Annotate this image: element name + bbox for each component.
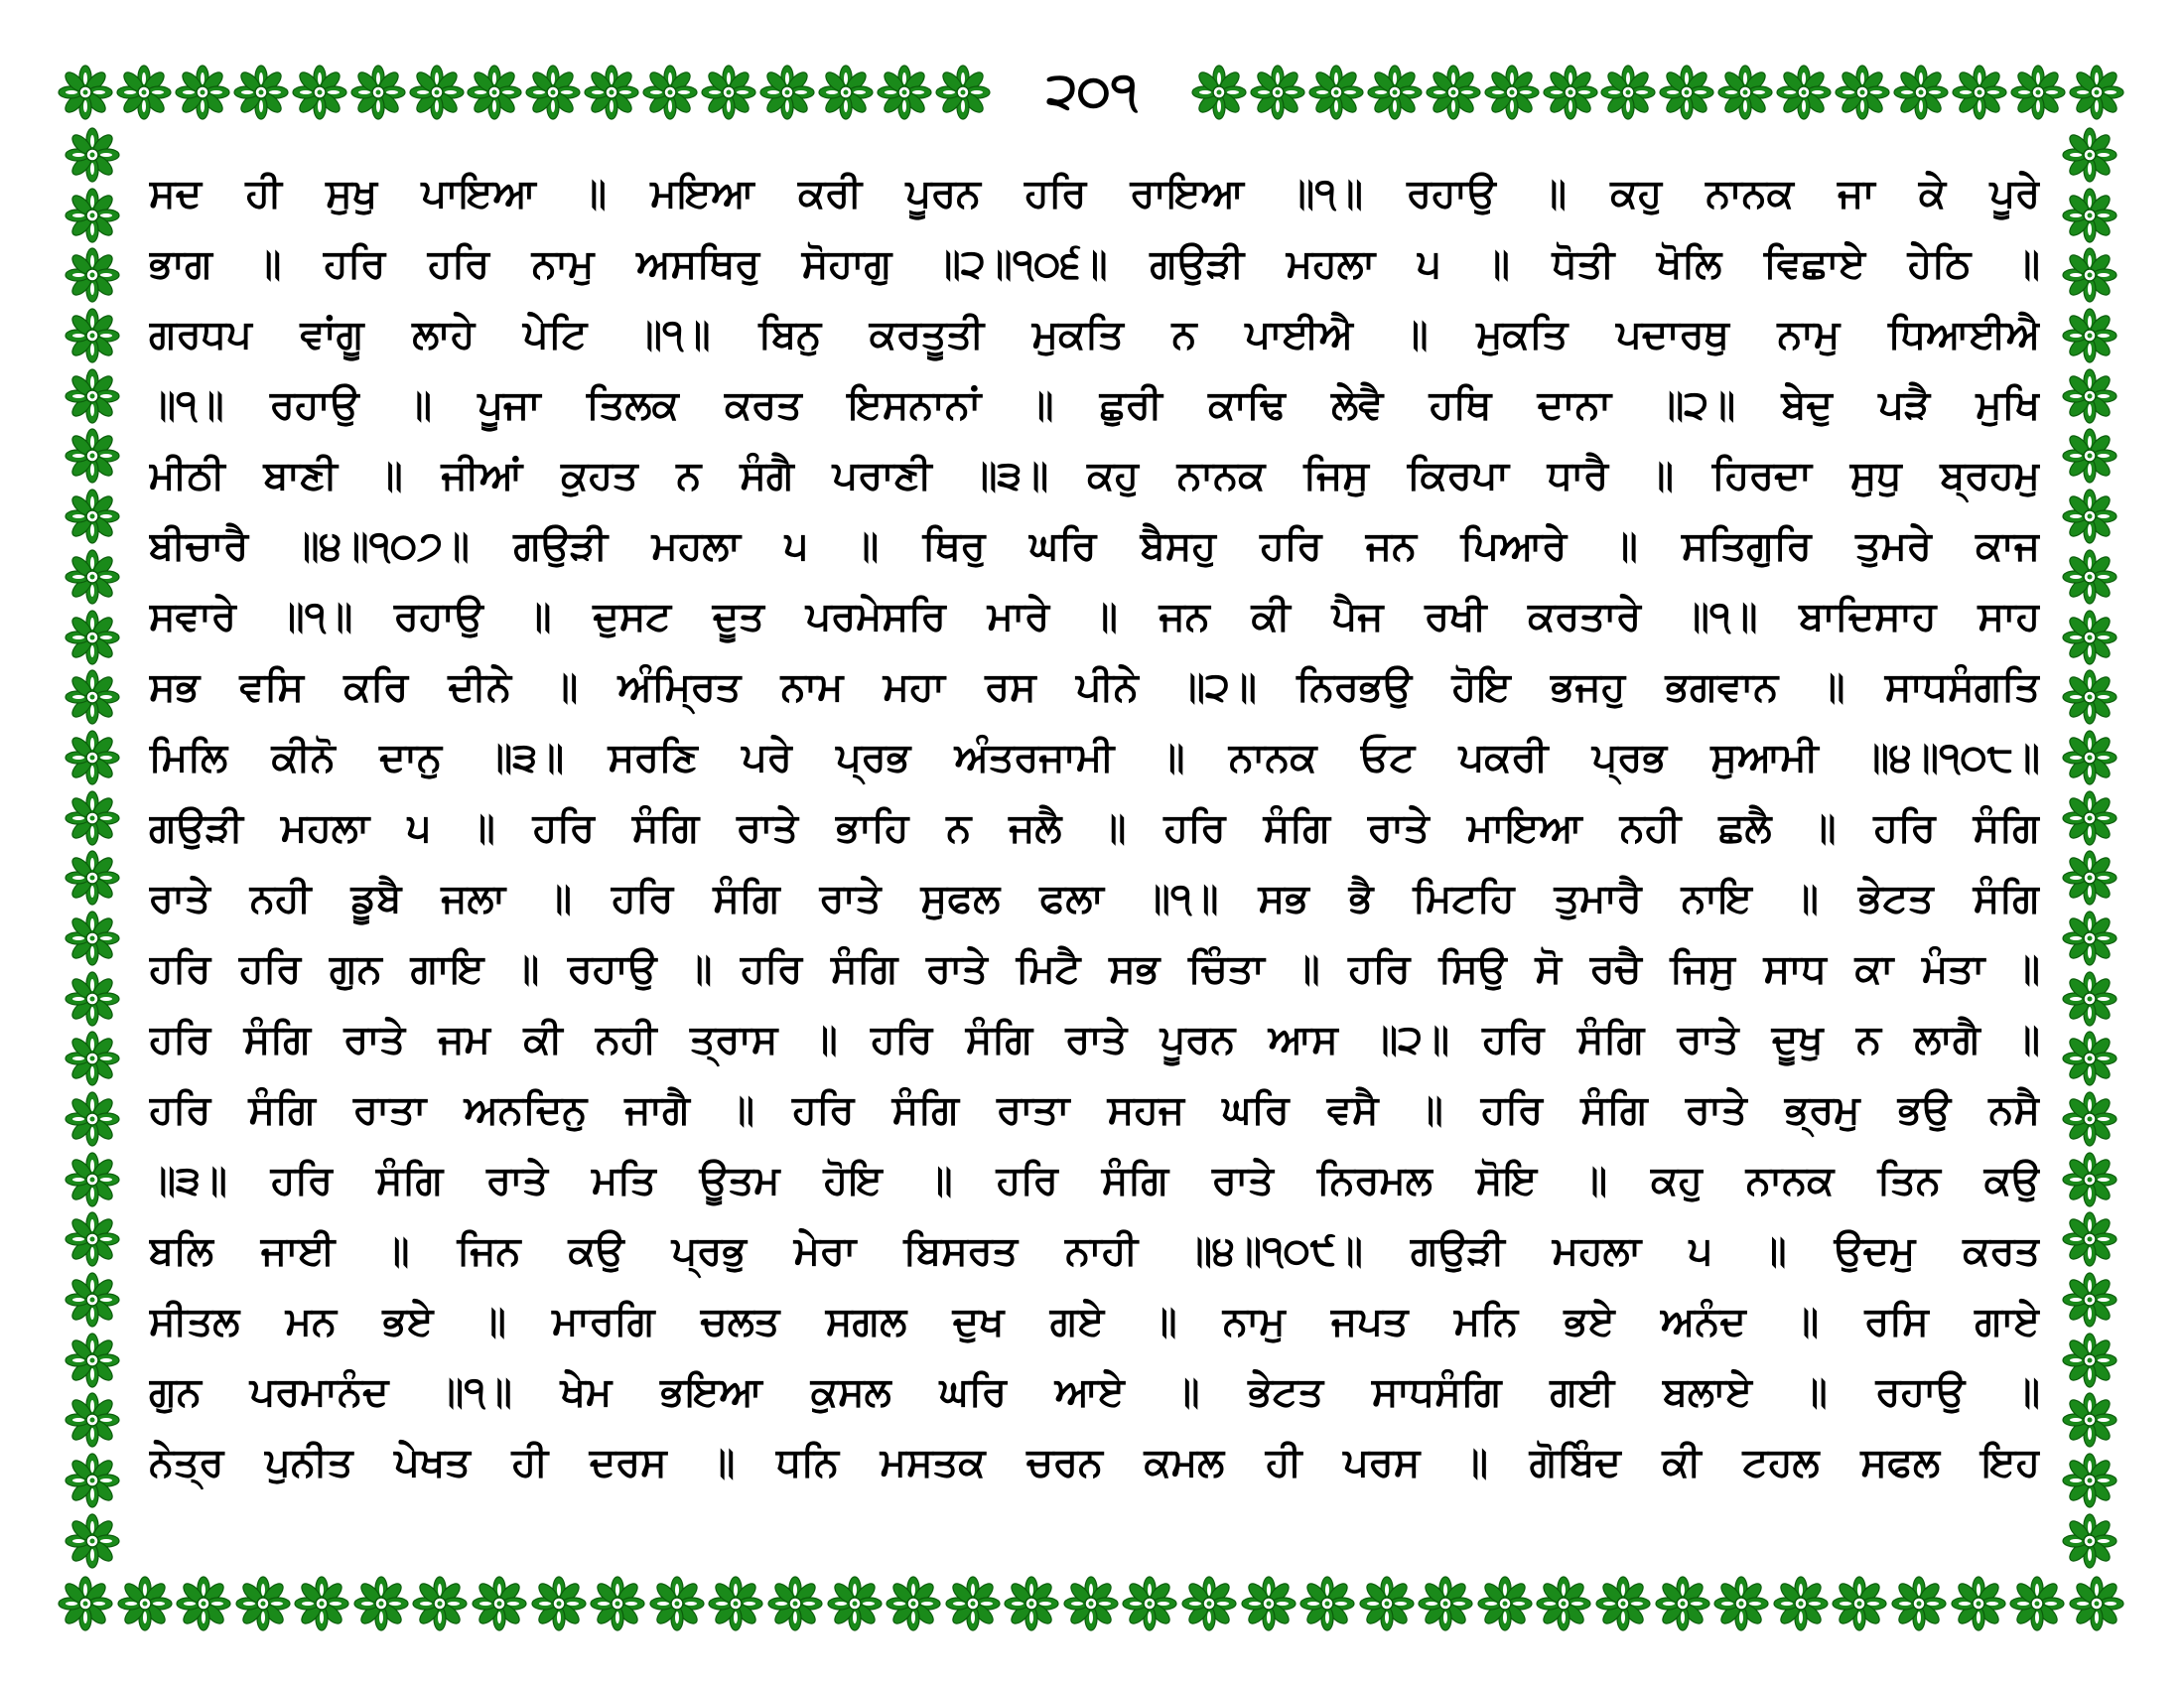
- green-flower-icon: [767, 1576, 823, 1631]
- green-flower-icon: [649, 1576, 705, 1631]
- green-flower-icon: [65, 911, 120, 966]
- green-flower-icon: [1891, 1576, 1947, 1631]
- green-flower-icon: [350, 65, 406, 120]
- green-flower-icon: [2062, 428, 2117, 484]
- green-flower-icon: [2062, 669, 2117, 725]
- green-flower-icon: [1595, 1576, 1651, 1631]
- green-flower-icon: [65, 1091, 120, 1147]
- green-flower-icon: [2062, 308, 2117, 363]
- green-flower-icon: [65, 308, 120, 363]
- green-flower-icon: [531, 1576, 587, 1631]
- green-flower-icon: [65, 1513, 120, 1569]
- green-flower-icon: [1951, 1576, 2006, 1631]
- green-flower-icon: [584, 65, 639, 120]
- green-flower-icon: [65, 971, 120, 1027]
- green-flower-icon: [2062, 1513, 2117, 1569]
- green-flower-icon: [1418, 1576, 1473, 1631]
- green-flower-icon: [412, 1576, 468, 1631]
- border-top-right: [1191, 58, 2124, 127]
- text-line: ਸਦ ਹੀ ਸੁਖੁ ਪਾਇਆ ॥ ਮਇਆ ਕਰੀ ਪੂਰਨ ਹਰਿ ਰਾਇਆ ॥੧॥ ਰਹਾਉ ॥ ਕਹੁ ਨਾਨਕ ਜਾ ਕੇ ਪੂਰੇ: [149, 171, 2040, 216]
- text-line: ਮੀਠੀ ਬਾਣੀ ॥ ਜੀਆਂ ਕੁਹਤ ਨ ਸੰਗੈ ਪਰਾਣੀ ॥੩॥ ਕਹੁ ਨਾਨਕ ਜਿਸੁ ਕਿਰਪਾ ਧਾਰੈ ॥ ਹਿਰਦਾ ਸੁਧੁ ਬ੍ਰਹਮੁ: [149, 453, 2040, 498]
- text-line: ਨੇਤ੍ਰ ਪੁਨੀਤ ਪੇਖਤ ਹੀ ਦਰਸ ॥ ਧਨਿ ਮਸਤਕ ਚਰਨ ਕਮਲ ਹੀ ਪਰਸ ॥ ਗੋਬਿੰਦ ਕੀ ਟਹਲ ਸਫਲ ਇਹ: [149, 1440, 2040, 1485]
- text-line: ਸੀਤਲ ਮਨ ਭਏ ॥ ਮਾਰਗਿ ਚਲਤ ਸਗਲ ਦੁਖ ਗਏ ॥ ਨਾਮੁ ਜਪਤ ਮਨਿ ਭਏ ਅਨੰਦ ॥ ਰਸਿ ਗਾਏ: [149, 1299, 2040, 1344]
- green-flower-icon: [1063, 1576, 1119, 1631]
- green-flower-icon: [292, 65, 347, 120]
- text-line: [149, 1498, 2040, 1569]
- text-line: ਹਰਿ ਹਰਿ ਗੁਨ ਗਾਇ ॥ ਰਹਾਉ ॥ ਹਰਿ ਸੰਗਿ ਰਾਤੇ ਮਿਟੈ ਸਭ ਚਿੰਤਾ ॥ ਹਰਿ ਸਿਉ ਸੋ ਰਚੈ ਜਿਸੁ ਸਾਧ ਕਾ ਮੰਤਾ ॥: [149, 946, 2040, 992]
- green-flower-icon: [1655, 1576, 1710, 1631]
- green-flower-icon: [65, 610, 120, 665]
- green-flower-icon: [708, 1576, 763, 1631]
- text-line: ॥੩॥ ਹਰਿ ਸੰਗਿ ਰਾਤੇ ਮਤਿ ਊਤਮ ਹੋਇ ॥ ਹਰਿ ਸੰਗਿ ਰਾਤੇ ਨਿਰਮਲ ਸੋਇ ॥ ਕਹੁ ਨਾਨਕ ਤਿਨ ਕਉ: [149, 1158, 2040, 1203]
- text-line: ਮਿਲਿ ਕੀਨੋ ਦਾਨੁ ॥੩॥ ਸਰਣਿ ਪਰੇ ਪ੍ਰਭ ਅੰਤਰਜਾਮੀ ॥ ਨਾਨਕ ਓਟ ਪਕਰੀ ਪ੍ਰਭ ਸੁਆਮੀ ॥੪॥੧੦੮॥: [149, 735, 2040, 780]
- green-flower-icon: [1367, 65, 1423, 120]
- green-flower-icon: [65, 669, 120, 725]
- green-flower-icon: [642, 65, 698, 120]
- green-flower-icon: [827, 1576, 883, 1631]
- green-flower-icon: [1426, 65, 1481, 120]
- green-flower-icon: [2062, 1091, 2117, 1147]
- green-flower-icon: [2062, 1453, 2117, 1508]
- green-flower-icon: [2062, 549, 2117, 605]
- text-line: ਬਲਿ ਜਾਈ ॥ ਜਿਨ ਕਉ ਪ੍ਰਭੁ ਮੇਰਾ ਬਿਸਰਤ ਨਾਹੀ ॥੪॥੧੦੯॥ ਗਉੜੀ ਮਹਲਾ ੫ ॥ ਉਦਮੁ ਕਰਤ: [149, 1228, 2040, 1274]
- text-line: ਸਭ ਵਸਿ ਕਰਿ ਦੀਨੇ ॥ ਅੰਮ੍ਰਿਤ ਨਾਮ ਮਹਾ ਰਸ ਪੀਨੇ ॥੨॥ ਨਿਰਭਉ ਹੋਇ ਭਜਹੁ ਭਗਵਾਨ ॥ ਸਾਧਸੰਗਤਿ: [149, 664, 2040, 710]
- green-flower-icon: [1250, 65, 1305, 120]
- green-flower-icon: [117, 1576, 173, 1631]
- text-line: ਗੁਨ ਪਰਮਾਨੰਦ ॥੧॥ ਖੇਮ ਭਇਆ ਕੁਸਲ ਘਰਿ ਆਏ ॥ ਭੇਟਤ ਸਾਧਸੰਗਿ ਗਈ ਬਲਾਏ ॥ ਰਹਾਉ ॥: [149, 1369, 2040, 1415]
- green-flower-icon: [877, 65, 932, 120]
- green-flower-icon: [2062, 610, 2117, 665]
- border-right: [2055, 127, 2124, 1569]
- green-flower-icon: [525, 65, 581, 120]
- green-flower-icon: [1536, 1576, 1591, 1631]
- green-flower-icon: [701, 65, 756, 120]
- green-flower-icon: [65, 489, 120, 544]
- green-flower-icon: [1832, 1576, 1887, 1631]
- green-flower-icon: [1893, 65, 1949, 120]
- text-line: ਹਰਿ ਸੰਗਿ ਰਾਤਾ ਅਨਦਿਨੁ ਜਾਗੈ ॥ ਹਰਿ ਸੰਗਿ ਰਾਤਾ ਸਹਜ ਘਰਿ ਵਸੈ ॥ ਹਰਿ ਸੰਗਿ ਰਾਤੇ ਭ੍ਰਮੁ ਭਉ ਨਸੈ: [149, 1087, 2040, 1133]
- green-flower-icon: [2062, 247, 2117, 303]
- green-flower-icon: [2009, 1576, 2065, 1631]
- green-flower-icon: [2062, 790, 2117, 846]
- green-flower-icon: [759, 65, 815, 120]
- green-flower-icon: [176, 1576, 231, 1631]
- green-flower-icon: [1713, 1576, 1769, 1631]
- green-flower-icon: [65, 1152, 120, 1207]
- green-flower-icon: [65, 549, 120, 605]
- green-flower-icon: [65, 188, 120, 243]
- page-number: ੨੦੧: [1046, 62, 1138, 119]
- green-flower-icon: [2062, 127, 2117, 183]
- green-flower-icon: [65, 247, 120, 303]
- green-flower-icon: [2069, 1576, 2124, 1631]
- green-flower-icon: [2062, 1031, 2117, 1086]
- text-line: ਗਰਧਪ ਵਾਂਗੂ ਲਾਹੇ ਪੇਟਿ ॥੧॥ ਬਿਨੁ ਕਰਤੂਤੀ ਮੁਕਤਿ ਨ ਪਾਈਐ ॥ ਮੁਕਤਿ ਪਦਾਰਥੁ ਨਾਮੁ ਧਿਆਈਐ: [149, 312, 2040, 357]
- green-flower-icon: [1952, 65, 2007, 120]
- green-flower-icon: [65, 1211, 120, 1267]
- green-flower-icon: [2062, 1211, 2117, 1267]
- green-flower-icon: [2062, 1272, 2117, 1328]
- green-flower-icon: [818, 65, 874, 120]
- green-flower-icon: [1477, 1576, 1533, 1631]
- text-line: ਸਵਾਰੇ ॥੧॥ ਰਹਾਉ ॥ ਦੁਸਟ ਦੂਤ ਪਰਮੇਸਰਿ ਮਾਰੇ ॥ ਜਨ ਕੀ ਪੈਜ ਰਖੀ ਕਰਤਾਰੇ ॥੧॥ ਬਾਦਿਸਾਹ ਸਾਹ: [149, 594, 2040, 639]
- green-flower-icon: [1308, 65, 1364, 120]
- green-flower-icon: [2062, 911, 2117, 966]
- green-flower-icon: [2062, 1152, 2117, 1207]
- green-flower-icon: [65, 850, 120, 906]
- green-flower-icon: [1181, 1576, 1237, 1631]
- green-flower-icon: [590, 1576, 645, 1631]
- green-flower-icon: [945, 1576, 1001, 1631]
- green-flower-icon: [1717, 65, 1773, 120]
- green-flower-icon: [2062, 188, 2117, 243]
- green-flower-icon: [1122, 1576, 1177, 1631]
- green-flower-icon: [116, 65, 172, 120]
- green-flower-icon: [2062, 730, 2117, 785]
- green-flower-icon: [65, 790, 120, 846]
- border-bottom: [58, 1569, 2124, 1638]
- green-flower-icon: [65, 1392, 120, 1448]
- green-flower-icon: [1773, 1576, 1829, 1631]
- green-flower-icon: [65, 1031, 120, 1086]
- green-flower-icon: [65, 1333, 120, 1388]
- green-flower-icon: [2062, 1392, 2117, 1448]
- green-flower-icon: [1004, 1576, 1059, 1631]
- green-flower-icon: [65, 428, 120, 484]
- green-flower-icon: [58, 65, 113, 120]
- green-flower-icon: [235, 1576, 291, 1631]
- text-line: ਰਾਤੇ ਨਹੀ ਡੂਬੈ ਜਲਾ ॥ ਹਰਿ ਸੰਗਿ ਰਾਤੇ ਸੁਫਲ ਫਲਾ ॥੧॥ ਸਭ ਭੈ ਮਿਟਹਿ ਤੁਮਾਰੈ ਨਾਇ ॥ ਭੇਟਤ ਸੰਗਿ: [149, 876, 2040, 921]
- green-flower-icon: [409, 65, 465, 120]
- green-flower-icon: [294, 1576, 349, 1631]
- scripture-text: [149, 159, 2040, 1569]
- green-flower-icon: [353, 1576, 409, 1631]
- green-flower-icon: [1543, 65, 1598, 120]
- green-flower-icon: [1776, 65, 1832, 120]
- green-flower-icon: [175, 65, 230, 120]
- green-flower-icon: [472, 1576, 527, 1631]
- green-flower-icon: [1484, 65, 1540, 120]
- green-flower-icon: [1299, 1576, 1355, 1631]
- text-line: ॥੧॥ ਰਹਾਉ ॥ ਪੂਜਾ ਤਿਲਕ ਕਰਤ ਇਸਨਾਨਾਂ ॥ ਛੁਰੀ ਕਾਢਿ ਲੇਵੈ ਹਥਿ ਦਾਨਾ ॥੨॥ ਬੇਦੁ ਪੜੈ ਮੁਖਿ: [149, 382, 2040, 428]
- green-flower-icon: [233, 65, 289, 120]
- green-flower-icon: [65, 127, 120, 183]
- green-flower-icon: [1241, 1576, 1297, 1631]
- green-flower-icon: [467, 65, 522, 120]
- green-flower-icon: [2069, 65, 2124, 120]
- green-flower-icon: [65, 368, 120, 424]
- green-flower-icon: [65, 730, 120, 785]
- green-flower-icon: [2062, 489, 2117, 544]
- green-flower-icon: [1659, 65, 1714, 120]
- green-flower-icon: [1191, 65, 1247, 120]
- text-line: ਗਉੜੀ ਮਹਲਾ ੫ ॥ ਹਰਿ ਸੰਗਿ ਰਾਤੇ ਭਾਹਿ ਨ ਜਲੈ ॥ ਹਰਿ ਸੰਗਿ ਰਾਤੇ ਮਾਇਆ ਨਹੀ ਛਲੈ ॥ ਹਰਿ ਸੰਗਿ: [149, 805, 2040, 851]
- text-line: ਹਰਿ ਸੰਗਿ ਰਾਤੇ ਜਮ ਕੀ ਨਹੀ ਤ੍ਰਾਸ ॥ ਹਰਿ ਸੰਗਿ ਰਾਤੇ ਪੂਰਨ ਆਸ ॥੨॥ ਹਰਿ ਸੰਗਿ ਰਾਤੇ ਦੂਖੁ ਨ ਲਾਗੈ ॥: [149, 1017, 2040, 1062]
- green-flower-icon: [2010, 65, 2066, 120]
- green-flower-icon: [1835, 65, 1890, 120]
- green-flower-icon: [65, 1272, 120, 1328]
- green-flower-icon: [1359, 1576, 1415, 1631]
- green-flower-icon: [886, 1576, 941, 1631]
- green-flower-icon: [65, 1453, 120, 1508]
- green-flower-icon: [2062, 368, 2117, 424]
- text-line: ਬੀਚਾਰੈ ॥੪॥੧੦੭॥ ਗਉੜੀ ਮਹਲਾ ੫ ॥ ਥਿਰੁ ਘਰਿ ਬੈਸਹੁ ਹਰਿ ਜਨ ਪਿਆਰੇ ॥ ਸਤਿਗੁਰਿ ਤੁਮਰੇ ਕਾਜ: [149, 523, 2040, 569]
- green-flower-icon: [2062, 1333, 2117, 1388]
- green-flower-icon: [2062, 850, 2117, 906]
- green-flower-icon: [2062, 971, 2117, 1027]
- border-left: [58, 127, 127, 1569]
- green-flower-icon: [58, 1576, 113, 1631]
- green-flower-icon: [935, 65, 991, 120]
- border-top-left: [58, 58, 991, 127]
- text-line: ਭਾਗ ॥ ਹਰਿ ਹਰਿ ਨਾਮੁ ਅਸਥਿਰੁ ਸੋਹਾਗੁ ॥੨॥੧੦੬॥ ਗਉੜੀ ਮਹਲਾ ੫ ॥ ਧੋਤੀ ਖੋਲਿ ਵਿਛਾਏ ਹੇਠਿ ॥: [149, 241, 2040, 287]
- green-flower-icon: [1600, 65, 1656, 120]
